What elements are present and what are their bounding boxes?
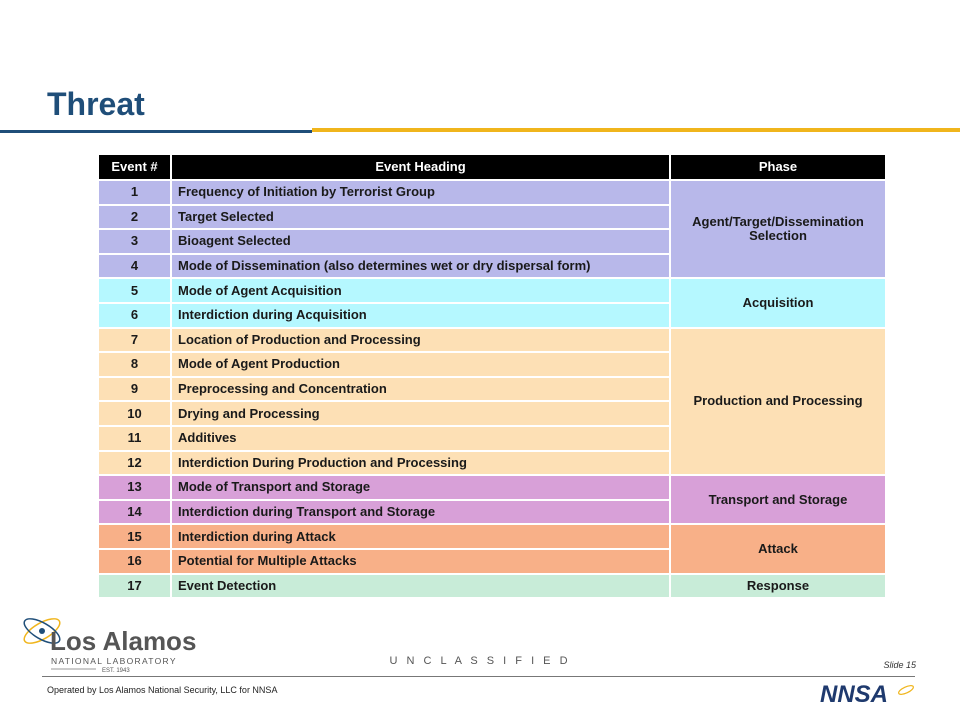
event-num: 12: [98, 451, 171, 476]
event-num: 2: [98, 205, 171, 230]
phase-cell: Production and Processing: [670, 328, 886, 476]
phase-cell: Acquisition: [670, 278, 886, 327]
logo-nucleus: [39, 628, 45, 634]
header-event-num: Event #: [98, 154, 171, 180]
phase-cell: Response: [670, 574, 886, 599]
event-num: 15: [98, 524, 171, 549]
event-heading: Location of Production and Processing: [171, 328, 670, 353]
title-rule-gold: [312, 128, 960, 132]
footer-rule: [42, 676, 915, 677]
event-heading: Interdiction during Transport and Storage: [171, 500, 670, 525]
table-row: [98, 574, 886, 599]
phase-cell: Agent/Target/Dissemination Selection: [670, 180, 886, 278]
logo-text-main: Los Alamos: [50, 626, 197, 656]
table-row: [98, 278, 886, 303]
slide-number: Slide 15: [883, 660, 916, 670]
event-heading: Event Detection: [171, 574, 670, 599]
event-num: 4: [98, 254, 171, 279]
event-num: 13: [98, 475, 171, 500]
event-num: 14: [98, 500, 171, 525]
event-heading: Mode of Dissemination (also determines wet or dry dispersal form): [171, 254, 670, 279]
event-heading: Bioagent Selected: [171, 229, 670, 254]
event-num: 8: [98, 352, 171, 377]
event-heading: Drying and Processing: [171, 401, 670, 426]
table-row: [98, 328, 886, 353]
header-row: [98, 154, 886, 180]
threat-table: [97, 153, 887, 599]
event-num: 3: [98, 229, 171, 254]
event-num: 9: [98, 377, 171, 402]
table-row: [98, 180, 886, 205]
event-num: 11: [98, 426, 171, 451]
title-rule: [0, 128, 960, 134]
table-row: [98, 524, 886, 549]
title-rule-navy: [0, 130, 312, 133]
nnsa-orbit: [897, 684, 914, 696]
table-row: [98, 475, 886, 500]
event-num: 6: [98, 303, 171, 328]
event-heading: Additives: [171, 426, 670, 451]
phase-cell: Attack: [670, 524, 886, 573]
event-heading: Mode of Transport and Storage: [171, 475, 670, 500]
classification-label: U N C L A S S I F I E D: [389, 655, 571, 667]
event-heading: Potential for Multiple Attacks: [171, 549, 670, 574]
event-heading: Mode of Agent Acquisition: [171, 278, 670, 303]
event-num: 1: [98, 180, 171, 205]
event-heading: Preprocessing and Concentration: [171, 377, 670, 402]
event-heading: Target Selected: [171, 205, 670, 230]
logo-text-est: EST. 1943: [102, 668, 130, 674]
event-heading: Interdiction During Production and Processing: [171, 451, 670, 476]
nnsa-logo-text: NNSA: [820, 681, 889, 708]
header-phase: Phase: [670, 154, 886, 180]
event-num: 5: [98, 278, 171, 303]
header-event-heading: Event Heading: [171, 154, 670, 180]
event-heading: Interdiction during Attack: [171, 524, 670, 549]
event-num: 10: [98, 401, 171, 426]
nnsa-logo: [818, 680, 918, 708]
event-num: 16: [98, 549, 171, 574]
operated-by-text: Operated by Los Alamos National Security, LLC for NNSA: [47, 685, 278, 695]
logo-text-sub: NATIONAL LABORATORY: [51, 656, 177, 666]
event-heading: Mode of Agent Production: [171, 352, 670, 377]
slide-title: Threat: [47, 86, 145, 122]
event-heading: Frequency of Initiation by Terrorist Group: [171, 180, 670, 205]
event-num: 17: [98, 574, 171, 599]
event-heading: Interdiction during Acquisition: [171, 303, 670, 328]
phase-cell: Transport and Storage: [670, 475, 886, 524]
event-num: 7: [98, 328, 171, 353]
